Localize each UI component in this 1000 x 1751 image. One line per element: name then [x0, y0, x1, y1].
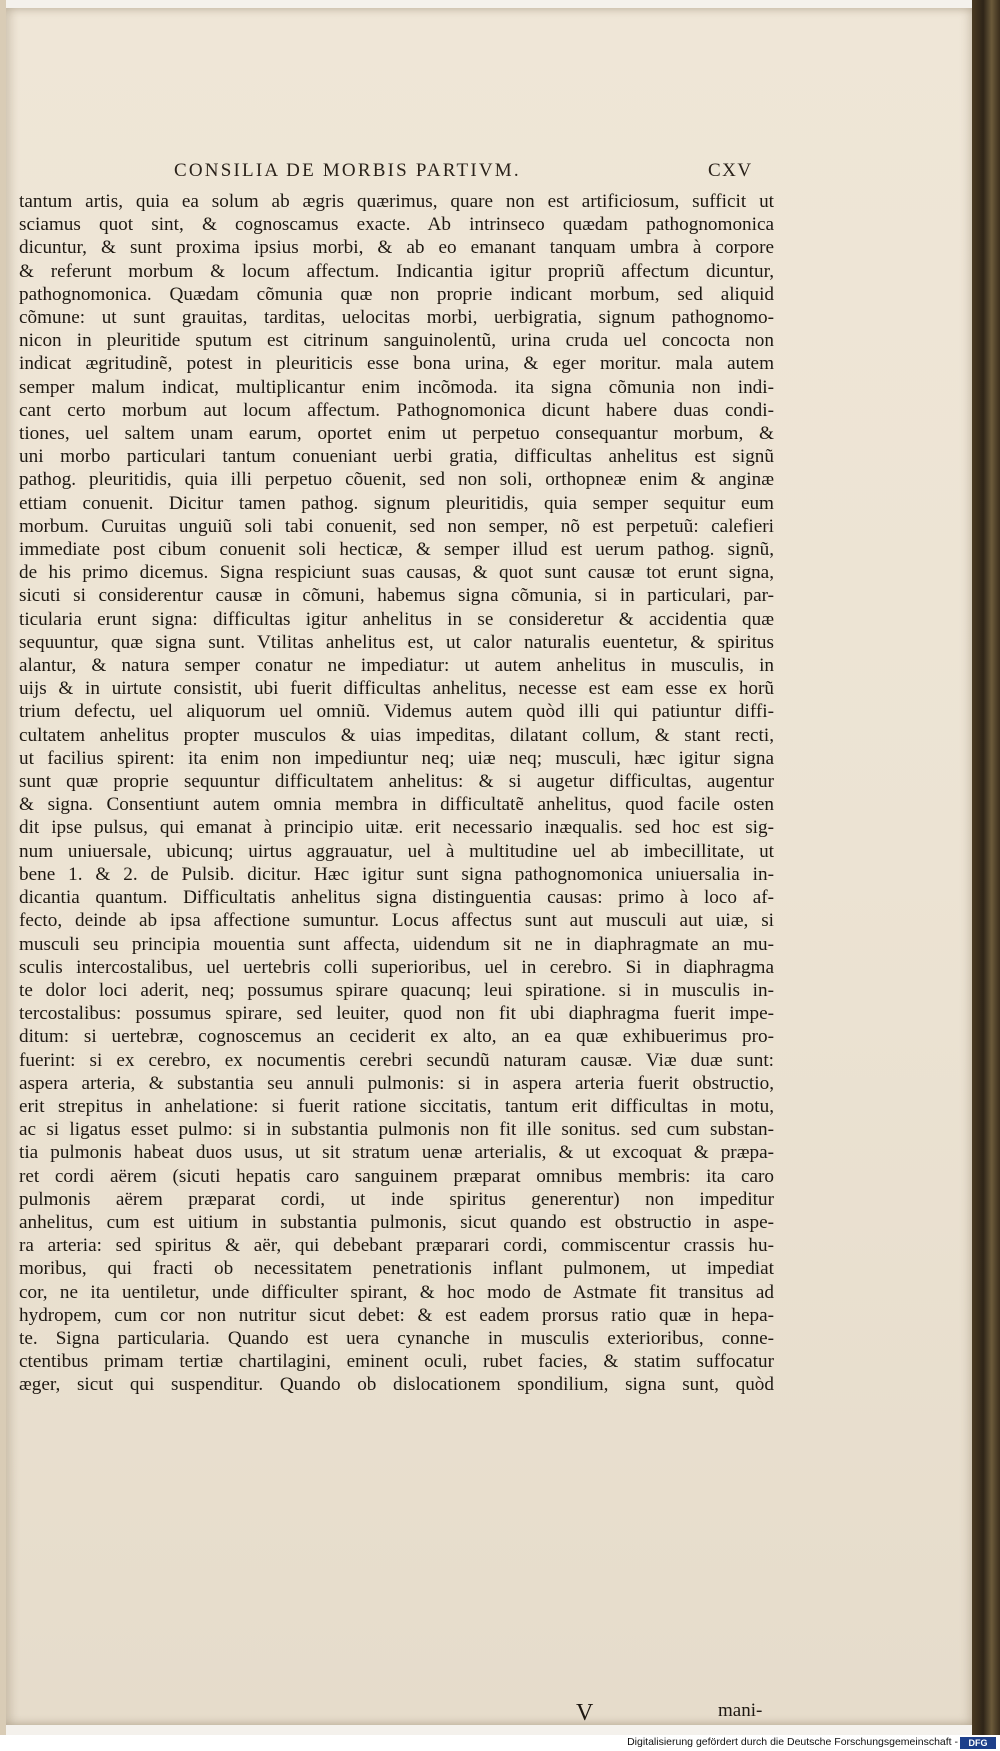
text-line: uijs & in uirtute consistit, ubi fuerit difficultas anhelitus, necesse est eam esse ex horũ: [19, 678, 774, 700]
text-line: cõmune: ut sunt grauitas, tarditas, uelocitas morbi, uerbigratia, signum pathognomo-: [19, 307, 774, 329]
text-line: fecto, deinde ab ipsa affectione sumuntur. Locus affectus sunt aut musculi aut uiæ, si: [19, 910, 774, 932]
text-line: tantum artis, quia ea solum ab ægris quærimus, quare non est artificiosum, sufficit ut: [19, 191, 774, 212]
text-line: tiones, uel saltem unam earum, oportet enim ut perpetuo consequantur morbum, &: [19, 423, 774, 445]
text-line: æger, sicut qui suspenditur. Quando ob dislocationem spondilium, signa sunt, quòd: [19, 1374, 774, 1396]
text-line: & signa. Consentiunt autem omnia membra in difficultatẽ anhelitus, quod facile osten: [19, 794, 774, 816]
text-line: cant certo morbum aut locum affectum. Pathognomonica dicunt habere duas condi-: [19, 399, 774, 421]
text-line: immediate post cibum conuenit soli hecticæ, & semper illud est uerum pathog. signũ,: [19, 539, 774, 561]
body-text: [19, 190, 774, 1397]
text-line: sunt quæ proprie sequuntur difficultatem anhelitus: & si augetur difficultas, augentur: [19, 771, 774, 793]
text-line: sculis intercostalibus, uel uertebris colli superioribus, uel in cerebro. Si in diaphragma: [19, 956, 774, 978]
text-line: moribus, qui fracti ob necessitatem penetrationis inflant pulmonem, ut impediat: [19, 1258, 774, 1280]
text-line: sequuntur, quæ signa sunt. Vtilitas anhelitus est, ut calor naturalis euentetur, & spiritus: [19, 631, 774, 653]
signature-mark: V: [576, 1700, 594, 1726]
text-line: cor, ne ita uentiletur, unde difficulter spirant, & hoc modo de Astmate fit transitus ad: [19, 1281, 774, 1303]
text-line: erit strepitus in anhelatione: si fuerit ratione siccitatis, tantum erit difficultas in motu,: [19, 1095, 774, 1117]
text-line: pathognomonica. Quædam cõmunia quæ non proprie indicant morbum, sed aliquid: [19, 283, 774, 305]
text-line: sicuti si considerentur causæ in cõmuni, habemus signa cõmunia, si in particulari, par-: [19, 585, 774, 607]
catchword: mani-: [718, 1700, 763, 1721]
text-line: dicantia quantum. Difficultatis anhelitus signa distinguentia causas: primo à loco af-: [19, 887, 774, 909]
text-line: indicat ægritudinẽ, potest in pleuriticis esse bona urina, & eger moritur. mala autem: [19, 353, 774, 375]
text-line: cultatem anhelitus propter musculos & uias impeditas, dilatant collum, & stant recti,: [19, 724, 774, 746]
running-head: CONSILIA DE MORBIS PARTIVM.: [174, 160, 521, 181]
digitization-credit: Digitalisierung gefördert durch die Deutsche Forschungsgemeinschaft -: [627, 1736, 958, 1748]
text-line: aspera arteria, & substantia seu annuli pulmonis: si in aspera arteria fuerit obstructio,: [19, 1072, 774, 1094]
text-line: pulmonis aërem præparat cordi, ut inde spiritus generentur) non impeditur: [19, 1188, 774, 1210]
text-line: & referunt morbum & locum affectum. Indicantia igitur propriũ affectum dicuntur,: [19, 260, 774, 282]
text-line: tercostalibus: possumus spirare, sed leuiter, quod non fit ubi diaphragma fuerit impe-: [19, 1003, 774, 1025]
folio-number: CXV: [708, 160, 753, 181]
text-line: musculi seu principia mouentia sunt affecta, uidendum sit ne in diaphragmate an mu-: [19, 933, 774, 955]
book-spine: [972, 0, 1000, 1735]
text-line: sciamus quot sint, & cognoscamus exacte. Ab intrinseco quædam pathognomonica: [19, 214, 774, 236]
text-line: dicuntur, & sunt proxima ipsius morbi, & ab eo emanant tanquam umbra à corpore: [19, 237, 774, 259]
text-line: num uniuersale, ubicunq; uirtus aggrauatur, uel à multitudine uel ab imbecillitate, ut: [19, 840, 774, 862]
text-line: alantur, & natura semper conatur ne impediatur: ut autem anhelitus in musculis, in: [19, 655, 774, 677]
text-line: nicon in pleuritide sputum est citrinum sanguinolentũ, urina cruda uel concocta non: [19, 330, 774, 352]
text-line: ettiam conuenit. Dicitur tamen pathog. signum pleuritidis, quia semper sequitur eum: [19, 492, 774, 514]
text-line: de his primo dicemus. Signa respiciunt suas causas, & quot sunt causæ tot erunt signa,: [19, 562, 774, 584]
text-line: fuerint: si ex cerebro, ex nocumentis cerebri secundũ naturam causæ. Viæ duæ sunt:: [19, 1049, 774, 1071]
text-line: uni morbo particulari tantum conueniant uerbi gratia, difficultas anhelitus est signũ: [19, 446, 774, 468]
text-line: tia pulmonis habeat duos usus, ut sit stratum uenæ arterialis, & ut excoquat & præpa-: [19, 1142, 774, 1164]
text-line: ret cordi aërem (sicuti hepatis caro sanguinem præparat omnibus membris: ita caro: [19, 1165, 774, 1187]
text-line: ticularia erunt signa: difficultas igitur anhelitus in se consideretur & accidentia quæ: [19, 608, 774, 630]
text-line: trium defectu, uel aliquorum uel omniũ. Videmus autem quòd illi qui patiuntur diffi-: [19, 701, 774, 723]
text-line: te dolor loci aderit, neq; possumus spirare quacunq; leui spiratione. si in musculis in-: [19, 979, 774, 1001]
text-line: ditum: si uertebræ, cognoscemus an ceciderit ex alto, an ea quæ exhibuerimus pro-: [19, 1026, 774, 1048]
text-line: te. Signa particularia. Quando est uera cynanche in musculis exterioribus, conne-: [19, 1327, 774, 1349]
text-line: ac si ligatus esset pulmo: si in substantia pulmonis non fit ille sonitus. sed cum substan-: [19, 1119, 774, 1141]
text-line: ctentibus primam tertiæ chartilagini, eminent oculi, rubet facies, & statim suffocatur: [19, 1351, 774, 1373]
text-line: ut facilius spirent: ita enim non impediuntur neq; uiæ neq; musculi, hæc igitur signa: [19, 747, 774, 769]
text-line: ra arteria: sed spiritus & aër, qui debebant præparari cordi, commiscentur crassis hu-: [19, 1235, 774, 1257]
dfg-logo: DFG: [960, 1737, 996, 1749]
text-line: bene 1. & 2. de Pulsib. dicitur. Hæc igitur sunt signa pathognomonica uniuersalia in-: [19, 863, 774, 885]
text-line: semper malum indicat, multiplicantur enim incõmoda. ita signa cõmunia non indi-: [19, 376, 774, 398]
text-line: morbum. Curuitas unguiũ soli tabi conuenit, sed non semper, nõ est perpetuũ: calefieri: [19, 515, 774, 537]
text-line: dit ipse pulsus, qui emanat à principio uitæ. erit necessario inæqualis. sed hoc est sig-: [19, 817, 774, 839]
text-line: pathog. pleuritidis, quia illi perpetuo cõuenit, sed non soli, orthopneæ enim & anginæ: [19, 469, 774, 491]
text-line: anhelitus, cum est uitium in substantia pulmonis, sicut quando est obstructio in aspe-: [19, 1211, 774, 1233]
text-line: hydropem, cum cor non nutritur sicut debet: & est eadem prorsus ratio quæ in hepa-: [19, 1304, 774, 1326]
